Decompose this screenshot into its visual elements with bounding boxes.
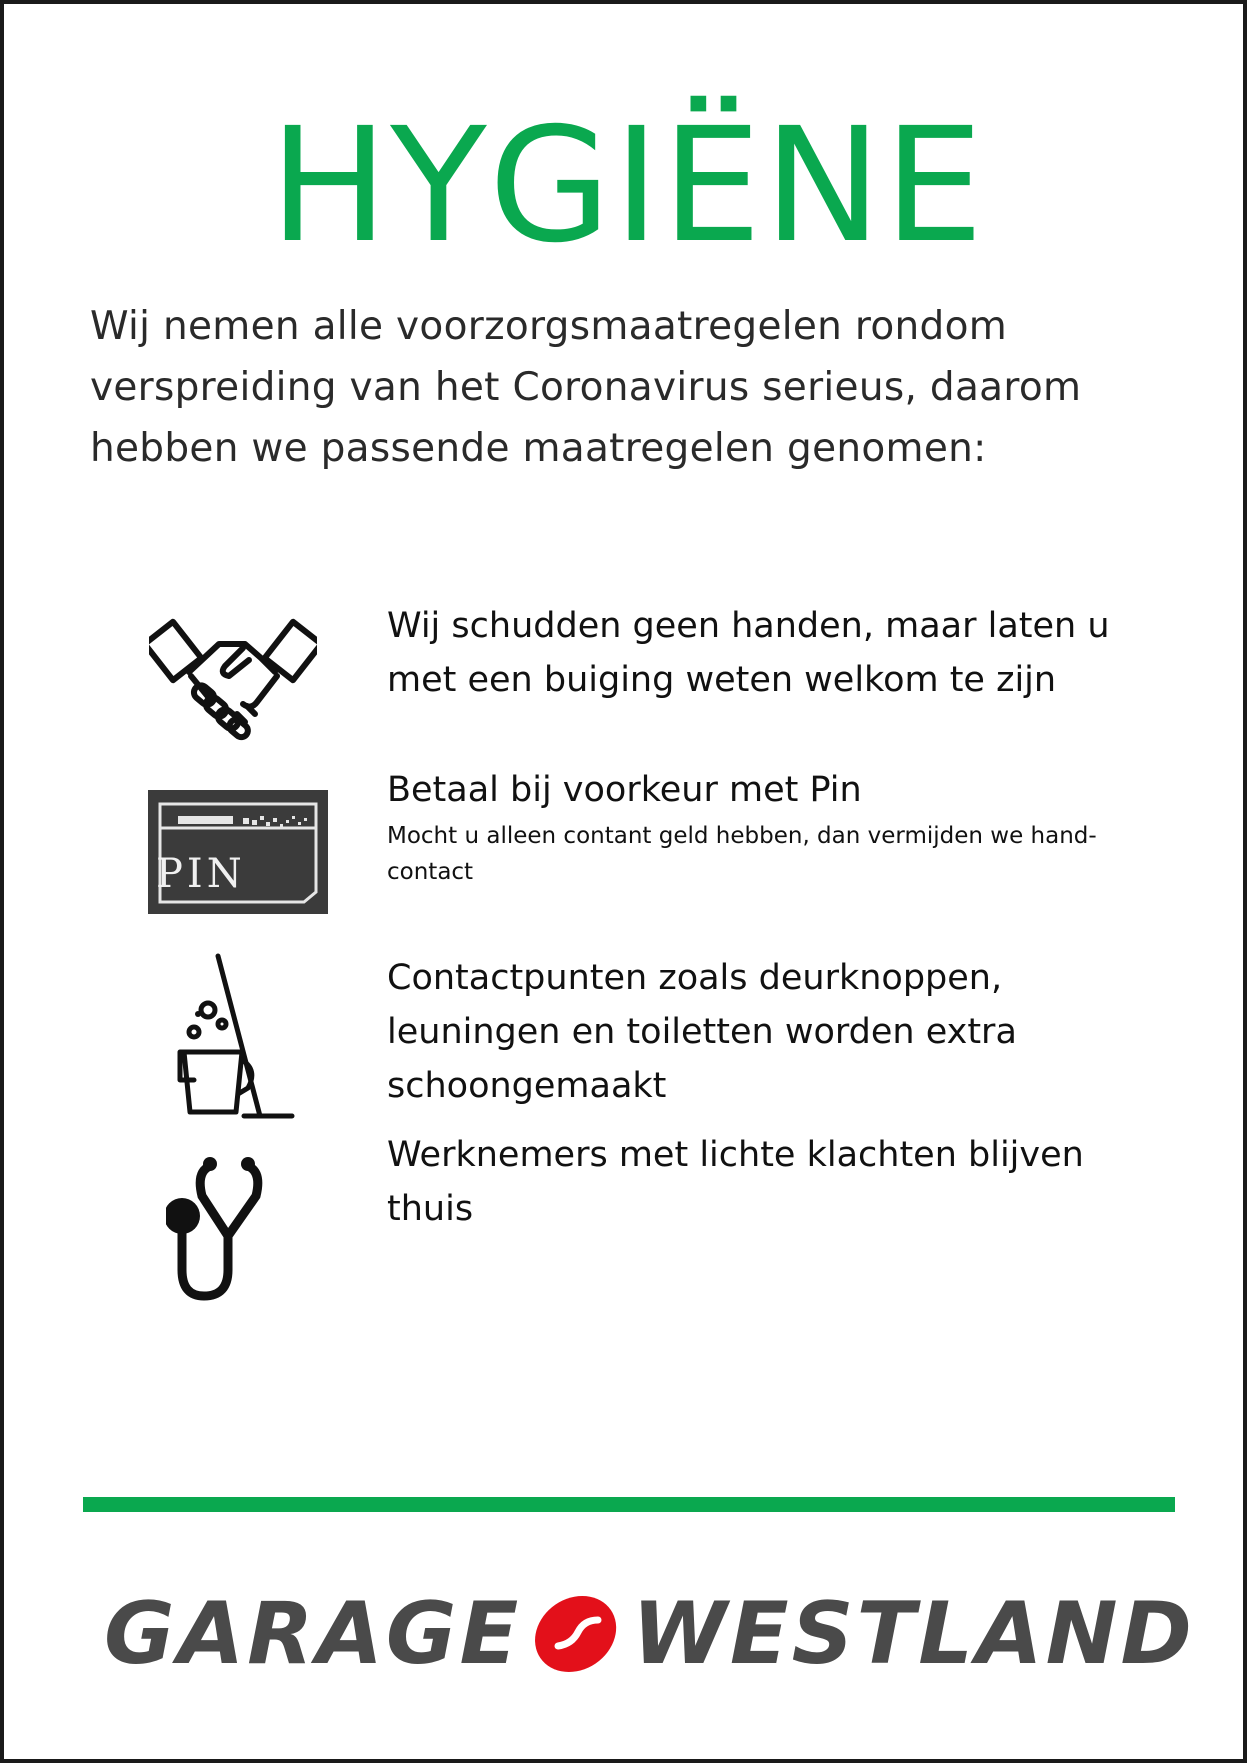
intro-text: Wij nemen alle voorzorgsmaatregelen rondom verspreiding van het Coronavirus serieus, daarom hebben we passende maatregelen genomen: [90,304,1082,471]
logo-swoosh-mark [528,1592,624,1676]
accent-divider [83,1497,1175,1512]
garage-westland-logo [104,1584,1195,1684]
cleaning-bucket-mop-icon [172,952,298,1122]
item-stethoscope-text: Werknemers met lichte klachten blijven thuis [387,1135,1084,1229]
item-pin-subtext: Mocht u alleen contant geld hebben, dan vermijden we hand-contact [387,823,1097,885]
item-handshake-text: Wij schudden geen handen, maar laten u met een buiging weten welkom te zijn [387,606,1110,700]
pin-card-label: PIN [156,851,246,897]
pin-card-icon [148,790,328,914]
logo-word-left: GARAGE [104,1584,522,1684]
handshake-icon [149,602,317,748]
item-cleaning-text: Contactpunten zoals deurknoppen, leuningen en toiletten worden extra schoongemaakt [387,958,1017,1106]
logo-word-right: WESTLAND [632,1584,1195,1684]
page-title: HYGIËNE [269,94,986,278]
stethoscope-icon [166,1152,296,1304]
item-pin [387,763,1167,890]
item-pin-text: Betaal bij voorkeur met Pin [387,770,862,810]
